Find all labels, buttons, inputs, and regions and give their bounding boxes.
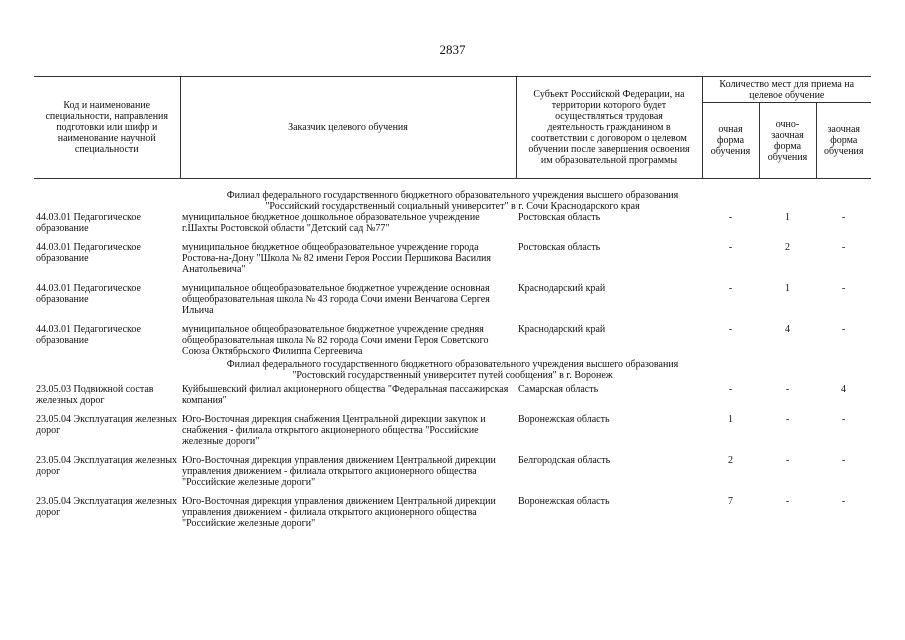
cell-code: 23.05.04 Эксплуатация железных дорог xyxy=(36,455,178,477)
target-admission-table xyxy=(34,76,871,537)
cell-customer: Куйбышевский филиал акционерного общества "Федеральная пассажирская компания" xyxy=(182,384,509,406)
cell-customer: муниципальное общеобразовательное бюджетное учреждение средняя общеобразовательная школа № 82 города Сочи имени Героя Советского Союза Октябрьского Филиппа Сергеевича xyxy=(182,324,489,357)
cell-full-time: 1 xyxy=(728,414,733,425)
cell-customer: Юго-Восточная дирекция управления движением Центральной дирекции управления движением - филиала открытого акционерного общества "Российские железные дороги" xyxy=(182,496,496,529)
cell-code: 44.03.01 Педагогическое образование xyxy=(36,242,141,264)
header-code: Код и наименование специальности, направления подготовки или шифр и наименование научной специальности xyxy=(34,77,180,179)
cell-code: 44.03.01 Педагогическое образование xyxy=(36,212,141,234)
org-heading-line2: "Ростовский государственный университет путей сообщения" в г. Воронеж xyxy=(292,370,613,381)
table-header xyxy=(34,77,871,179)
cell-subject: Самарская область xyxy=(518,384,599,395)
table-row xyxy=(34,455,871,496)
org-heading-line1: Филиал федерального государственного бюджетного образовательного учреждения высшего образования xyxy=(226,190,679,201)
cell-extramural: 4 xyxy=(841,384,846,395)
cell-customer: муниципальное общеобразовательное бюджетное учреждение основная общеобразовательная школа № 43 города Сочи имени Венчагова Сергея Ильича xyxy=(182,283,490,316)
table-row xyxy=(34,212,871,242)
header-part-time: очно-заочная форма обучения xyxy=(759,103,816,179)
cell-part-time: 1 xyxy=(785,212,790,223)
table-row xyxy=(34,414,871,455)
cell-full-time: - xyxy=(728,242,733,253)
cell-extramural: - xyxy=(841,212,846,223)
cell-subject: Белгородская область xyxy=(518,455,611,466)
cell-subject: Ростовская область xyxy=(518,212,601,223)
cell-part-time: - xyxy=(785,384,790,395)
cell-part-time: 4 xyxy=(785,324,790,335)
cell-full-time: - xyxy=(728,384,733,395)
table-row xyxy=(34,242,871,283)
org-heading xyxy=(34,190,871,212)
table-row xyxy=(34,324,871,359)
cell-subject: Воронежская область xyxy=(518,496,610,507)
cell-full-time: - xyxy=(728,283,733,294)
cell-customer: муниципальное бюджетное дошкольное образовательное учреждение г.Шахты Ростовской области "Детский сад №77" xyxy=(182,212,480,234)
header-extramural: заочная форма обучения xyxy=(816,103,871,179)
table-row xyxy=(34,384,871,414)
cell-full-time: 7 xyxy=(728,496,733,507)
cell-extramural: - xyxy=(841,414,846,425)
cell-customer: муниципальное бюджетное общеобразовательное учреждение города Ростова-на-Дону "Школа № 82 имени Героя России Першикова Василия Анатольевича" xyxy=(182,242,492,275)
org-heading-line1: Филиал федерального государственного бюджетного образовательного учреждения высшего образования xyxy=(226,359,679,370)
cell-full-time: 2 xyxy=(728,455,733,466)
cell-part-time: - xyxy=(785,414,790,425)
cell-customer: Юго-Восточная дирекция управления движением Центральной дирекции управления движением - филиала открытого акционерного общества "Российские железные дороги" xyxy=(182,455,496,488)
org-heading xyxy=(34,359,871,384)
header-customer: Заказчик целевого обучения xyxy=(180,77,516,179)
cell-subject: Воронежская область xyxy=(518,414,610,425)
cell-part-time: 1 xyxy=(785,283,790,294)
table-row xyxy=(34,283,871,324)
cell-part-time: - xyxy=(785,455,790,466)
cell-code: 23.05.04 Эксплуатация железных дорог xyxy=(36,414,178,436)
cell-extramural: - xyxy=(841,455,846,466)
header-full-time: очная форма обучения xyxy=(702,103,759,179)
header-places: Количество мест для приема на целевое обучение xyxy=(702,77,871,103)
table-body xyxy=(34,179,871,538)
cell-subject: Краснодарский край xyxy=(518,283,606,294)
page-number: 2837 xyxy=(439,42,466,57)
cell-full-time: - xyxy=(728,212,733,223)
cell-part-time: 2 xyxy=(785,242,790,253)
header-subject: Субъект Российской Федерации, на территории которого будет осуществляться трудовая деятельность гражданином в соответствии с договором о целевом обучении после завершения освоения им образовательной программы xyxy=(516,77,702,179)
cell-full-time: - xyxy=(728,324,733,335)
table-row xyxy=(34,496,871,537)
cell-subject: Ростовская область xyxy=(518,242,601,253)
cell-extramural: - xyxy=(841,283,846,294)
org-heading-line2: "Российский государственный социальный университет" в г. Сочи Краснодарского края xyxy=(265,201,640,212)
cell-code: 23.05.03 Подвижной состав железных дорог xyxy=(36,384,154,406)
cell-extramural: - xyxy=(841,496,846,507)
cell-code: 44.03.01 Педагогическое образование xyxy=(36,324,141,346)
cell-part-time: - xyxy=(785,496,790,507)
cell-code: 23.05.04 Эксплуатация железных дорог xyxy=(36,496,178,518)
cell-extramural: - xyxy=(841,324,846,335)
cell-code: 44.03.01 Педагогическое образование xyxy=(36,283,141,305)
cell-extramural: - xyxy=(841,242,846,253)
cell-customer: Юго-Восточная дирекция снабжения Центральной дирекции закупок и снабжения - филиала открытого акционерного общества "Российские железные дороги" xyxy=(182,414,486,447)
cell-subject: Краснодарский край xyxy=(518,324,606,335)
